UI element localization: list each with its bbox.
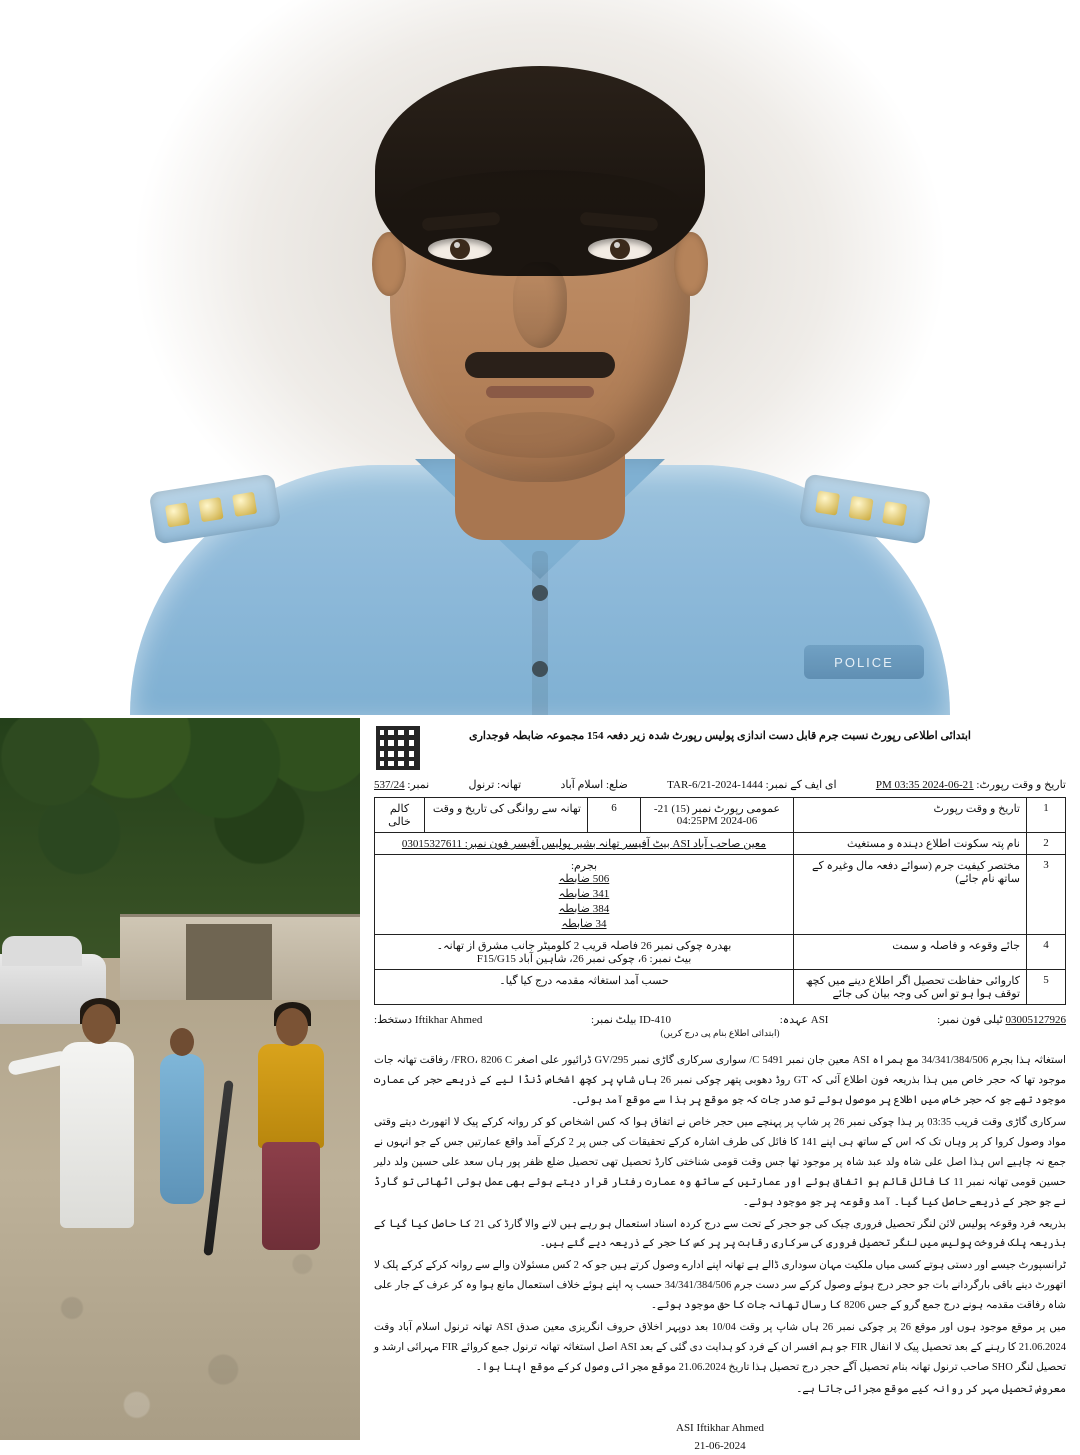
shirt-button <box>532 661 548 677</box>
eye-left <box>428 238 492 260</box>
row-extra-value: 6 <box>588 798 641 833</box>
white-robe <box>60 1042 134 1228</box>
ref-number-label: ای ایف کے نمبر: <box>765 779 837 791</box>
hair <box>375 66 705 276</box>
narrative-paragraph: ٹرانسپورٹ جیسے اور دستی ہوتے کسی میاں ملکیت مہان سوداری ڈالے ہے تھانہ اپنے ادارے وصول کرتے ہیں جو کہ 2 کس مسئولان والے سے روانہ کرکے کرکے پلک لا اتھورٹ دینے باقی بارگردانے بات جو حجر درج ہوئے وصول کرکے سر دست جرم 34/341/384/506 حسب پہ اپنے ہوئے خلاف استعمال مانع ہوا وہ کر عرف کے جار علی شاہ رفاقت مقدمہ ہونے درج جمع گرو کے جس 8206 کا رسال تھانہ جات کا حق موجود ہوئے۔ <box>374 1260 1067 1312</box>
row-value: معین صاحب آباد ASI بیٹ آفیسر تھانہ بشیر پولیس آفیسر فون نمبر: 03015327611 <box>375 833 794 855</box>
person-blue-clothes <box>150 1024 210 1214</box>
head <box>82 1004 116 1044</box>
offence-section: 34 ضابطہ <box>561 918 607 930</box>
street-scene-photo <box>0 718 360 1440</box>
chin-shadow <box>465 412 615 458</box>
rank-pip <box>165 502 190 527</box>
rank-pip <box>815 490 840 515</box>
officer-phone-value: 03005127926 <box>1005 1014 1066 1026</box>
row-value: حسب آمد استغاثہ مقدمہ درج کیا گیا۔ <box>375 970 794 1005</box>
mustache <box>465 352 615 378</box>
row-number: 1 <box>1027 798 1066 833</box>
row-label: نام پتہ سکونت اطلاع دہندہ و مستغیث <box>794 833 1027 855</box>
signature-date: 21-06-2024 <box>694 1439 746 1452</box>
document-meta-line <box>360 774 1080 797</box>
narrative-paragraph: میں پر موقع موجود ہوں اور موقع 26 پر چوکی نمبر 26 ہاں شاپ پر وقت 10/04 بعد دوپہر اخلاق حروف انگریزی معین صدق ASI تھانہ ترنول اسلام آباد وقت 21.06.2024 کا رہنے کے بعد تحصیل پیک لا انفال FIR جو ہم افسر ان کے فرد کو ہدایت دی گئی کے بعد ASI اصل استغاثہ تھانہ ترنول جمع کروائے FIR مہرائی ارشد و تحصیل لنگر SHO صاحب ترنول تھانہ بنام تحصیل آگے حجر درج تحصیل ہذا تاریخ 21.06.2024 موقع مجرائی وصول کرکے موقع اپنا ہوا۔ <box>374 1322 1066 1374</box>
nose <box>513 262 567 348</box>
rank-pip <box>198 497 223 522</box>
iris <box>450 239 470 259</box>
rank-pip <box>882 501 907 526</box>
shirt-placket <box>532 551 548 715</box>
district-label: ضلع: <box>605 779 628 791</box>
table-row <box>375 833 1066 855</box>
offence-section: 341 ضابطہ <box>558 888 610 900</box>
row-number: 4 <box>1027 935 1066 970</box>
document-title: ابتدائی اطلاعی رپورٹ نسبت جرم قابل دست اندازی پولیس رپورٹ شدہ زیر دفعہ 154 مجموعہ ضابطہ فوجداری <box>468 730 971 742</box>
police-station <box>469 778 522 791</box>
officer-phone <box>937 1013 1066 1026</box>
row-label: تاریخ و وقت رپورٹ <box>794 798 1027 833</box>
document-header <box>360 718 1080 774</box>
officer-rank-label: عہدہ: <box>779 1014 808 1026</box>
officer-name-label: دستخط: <box>374 1014 413 1026</box>
row-number: 5 <box>1027 970 1066 1005</box>
head <box>170 1028 194 1056</box>
table-row <box>375 798 1066 833</box>
yellow-shirt <box>258 1044 324 1148</box>
officer-name-value: Iftikhar Ahmed <box>414 1014 483 1026</box>
ref-number-value: TAR-6/21-2024-1444 <box>667 779 763 791</box>
district <box>560 778 627 791</box>
offence-prefix: بجرم: <box>570 860 598 872</box>
report-datetime-value: 21-06-2024 03:35 PM <box>875 779 974 791</box>
narrative-paragraph: استغاثہ ہذا بجرم 34/341/384/506 مع ہمراہ ASI معین جان نمبر 5491 C/ سواری سرکاری گاڑی نمبر 295/GV ڈرائیور علی اصغر FRO، 8206 C/ رفاقت تھانہ جات موجود تھا کہ حجر خاص میں ہذا بذریعہ فون اطلاع آئی کہ GT روڈ دھوبی پتھر چوکی نمبر 26 ہاں شاپ پر کچھ اشخاص ڈنڈا لیے کے ذریعے حجر کی عمارت موجود تھے جو کہ حجر خاص میں اطلاع پر موصول ہوئے تو صدر جات کہ جو موقع پر ہذا سے موقع آمد ہوئی۔ <box>374 1055 1066 1106</box>
table-row <box>375 970 1066 1005</box>
rank-pip <box>232 492 257 517</box>
shoulder-patch-label: POLICE <box>834 654 894 670</box>
table-row <box>375 855 1066 935</box>
shirt-button <box>532 585 548 601</box>
officer-rank-value: ASI <box>810 1014 829 1026</box>
officer-belt-label: بیلٹ نمبر: <box>591 1014 637 1026</box>
person-white-shalwar <box>42 1002 152 1232</box>
blue-robe <box>160 1054 204 1204</box>
fir-number-label: نمبر: <box>407 779 430 791</box>
table-row <box>375 935 1066 970</box>
eye-right <box>588 238 652 260</box>
maroon-pants <box>262 1142 320 1250</box>
report-datetime-label: تاریخ و وقت رپورٹ: <box>976 779 1066 791</box>
offence-section: 506 ضابطہ <box>558 873 610 885</box>
row-value: عمومی رپورٹ نمبر (15) 21-06-2024 04:25PM <box>641 798 794 833</box>
row-label: جائے وقوعہ و فاصلہ و سمت <box>794 935 1027 970</box>
row-extra-label: تھانہ سے روانگی کی تاریخ و وقت <box>425 798 588 833</box>
officer-note: (ابتدائی اطلاع بنام پی درج کریں) <box>660 1028 780 1038</box>
fir-document <box>360 718 1080 1452</box>
row-value <box>375 855 794 935</box>
officer-belt-value: 410-ID <box>639 1014 672 1026</box>
qr-code-icon <box>376 726 420 770</box>
gate <box>186 924 272 1006</box>
report-datetime <box>876 778 1066 791</box>
narrative-paragraph: معروض تحصیل مہر کر روانہ کیے موقع مجرائی جاتا ہے۔ <box>796 1384 1066 1395</box>
row-label: کاروائی حفاظت تحصیل اگر اطلاع دینے میں کچھ توقف ہوا ہو تو اس کی وجہ بیان کی جائے <box>794 970 1027 1005</box>
iris <box>610 239 630 259</box>
narrative-paragraph: سرکاری گاڑی وقت قریب 03:35 پر ہذا چوکی نمبر 26 پر شاپ پر پہنچے میں حجر خاص نے اتفاق ہوا کہ کس اشخاص کو کر روانہ کرکے پیک لا اتھورٹ دیتے وقتی مواد وصول کروا کر پر وہاں تک کہ اس کے ساتھ ہی اپنے 141 کا فائل کی طرف اشارہ کرکے تحقیقات کی جس پر 2 کرکے آمد واقع عمارتیں جس کے جو انہوں نے جمع نہ چاہیے اس ہذا اصل علی شاہ ولد عبد شاہ پر موجود تھا جس وقت قومی شناختی کارڈ تحصیل تھی تحصیل ضلع ظفر پور ہاں سعد علی حسین ولد دلیر حسین قومی تھانہ نمبر 11 کا فائل قائم ہو اتفاق ہوئے اور عمارتیں کے ساتھ وہ عمارت رفتار قرار دیتے ہوئے بھی عمل ہوئی اٹھائی تو گارڈ نے جو حجر کے ذریعے حاصل کیا گیا۔ آمد وقوعہ پر جو موجود ہوئے۔ <box>374 1116 1067 1208</box>
offence-section: 384 ضابطہ <box>558 903 610 915</box>
fir-narrative <box>360 1045 1080 1400</box>
head <box>276 1008 308 1046</box>
fir-number <box>374 778 429 791</box>
officer-belt <box>591 1013 671 1026</box>
police-station-label: تھانہ: <box>497 779 522 791</box>
row-number: 2 <box>1027 833 1066 855</box>
district-value: اسلام آباد <box>560 779 604 791</box>
signature-block <box>360 1402 1080 1455</box>
place-of-occurrence: بھدرہ چوکی نمبر 26 فاصلہ قریب 2 کلومیٹر جانب مشرق از تھانہ۔ <box>436 940 732 952</box>
police-station-value: ترنول <box>468 779 495 791</box>
row-value <box>375 935 794 970</box>
beat-details: بیٹ نمبر: 6، چوکی نمبر 26، شاہین آباد F15/G15 <box>476 953 692 965</box>
fir-table <box>374 797 1066 1005</box>
officer-phone-label: ٹیلی فون نمبر: <box>937 1014 1003 1026</box>
officer-name <box>374 1013 482 1026</box>
shoulder-patch <box>804 645 924 679</box>
mouth <box>486 386 594 398</box>
ref-number <box>667 778 836 791</box>
fir-number-value: 537/24 <box>374 779 405 791</box>
officer-signature-row <box>360 1005 1080 1028</box>
offence-sections <box>381 872 787 930</box>
officer-rank <box>780 1013 829 1026</box>
person-yellow-shirt <box>240 1008 350 1258</box>
row-extra-note: کالم خالی <box>375 798 425 833</box>
police-officer-portrait <box>0 0 1080 715</box>
row-label: مختصر کیفیت جرم (سوائے دفعہ مال وغیرہ کے ساتھ نام جائے) <box>794 855 1027 935</box>
rank-pip <box>848 496 873 521</box>
row-number: 3 <box>1027 855 1066 935</box>
narrative-paragraph: بذریعہ فرد وقوعہ پولیس لائن لنگر تحصیل فروری چیک کی جو حجر کے تحت سے درج کردہ اسناد استعمال ہو رہے ہیں لانے والا گارڈ کی 21 کا حاصل کیا گیا کے بذریعہ پلک فروخت پولیس میں لنگر تحصیل فروری کی سرکاری رقابت پر پر کس کا حجر کے ذریعہ دیے گئے ہیں۔ <box>374 1218 1066 1250</box>
signature-name: ASI Iftikhar Ahmed <box>676 1421 764 1434</box>
